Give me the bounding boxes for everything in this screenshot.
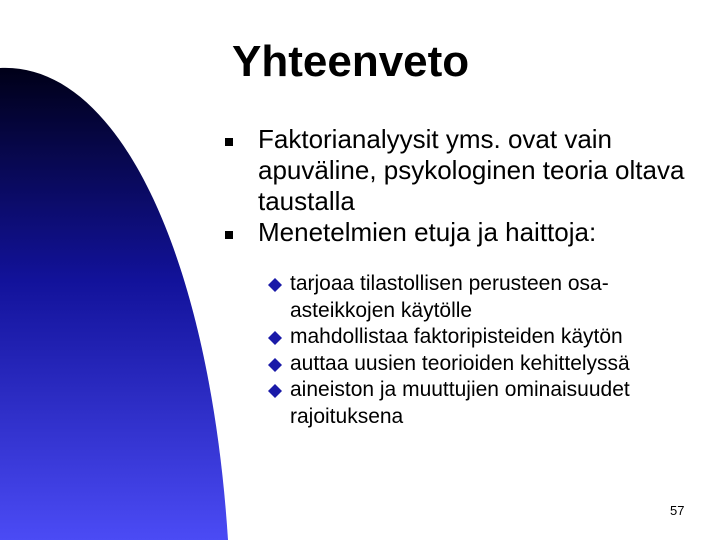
sub-bullet-item	[266, 324, 686, 351]
sub-bullet-text: tarjoaa tilastollisen perusteen osa-asteikkojen käytölle	[290, 272, 609, 322]
sub-bullet-text: auttaa uusien teorioiden kehittelyssä	[290, 351, 630, 375]
bullet-list	[222, 124, 702, 430]
diamond-bullet-icon	[268, 278, 282, 292]
sub-bullet-item	[266, 377, 686, 430]
diamond-bullet-icon	[268, 384, 282, 398]
slide-title: Yhteenveto	[232, 37, 470, 86]
bullet-text: Faktorianalyysit yms. ovat vain apuväline, psykologinen teoria oltava taustalla	[258, 124, 685, 216]
diamond-bullet-icon	[268, 331, 282, 345]
square-bullet-icon	[225, 231, 233, 239]
sub-bullet-list	[266, 271, 702, 430]
sub-bullet-item	[266, 271, 686, 324]
bullet-item	[222, 124, 702, 217]
page-number: 57	[670, 503, 685, 518]
bullet-item	[222, 217, 702, 248]
diamond-bullet-icon	[268, 358, 282, 372]
square-bullet-icon	[225, 138, 233, 146]
bullet-text: Menetelmien etuja ja haittoja:	[258, 217, 597, 247]
sub-bullet-text: mahdollistaa faktoripisteiden käytön	[290, 325, 623, 348]
sub-bullet-item	[266, 351, 686, 378]
sub-bullet-text: aineiston ja muuttujien ominaisuudet rajoituksena	[290, 378, 630, 428]
